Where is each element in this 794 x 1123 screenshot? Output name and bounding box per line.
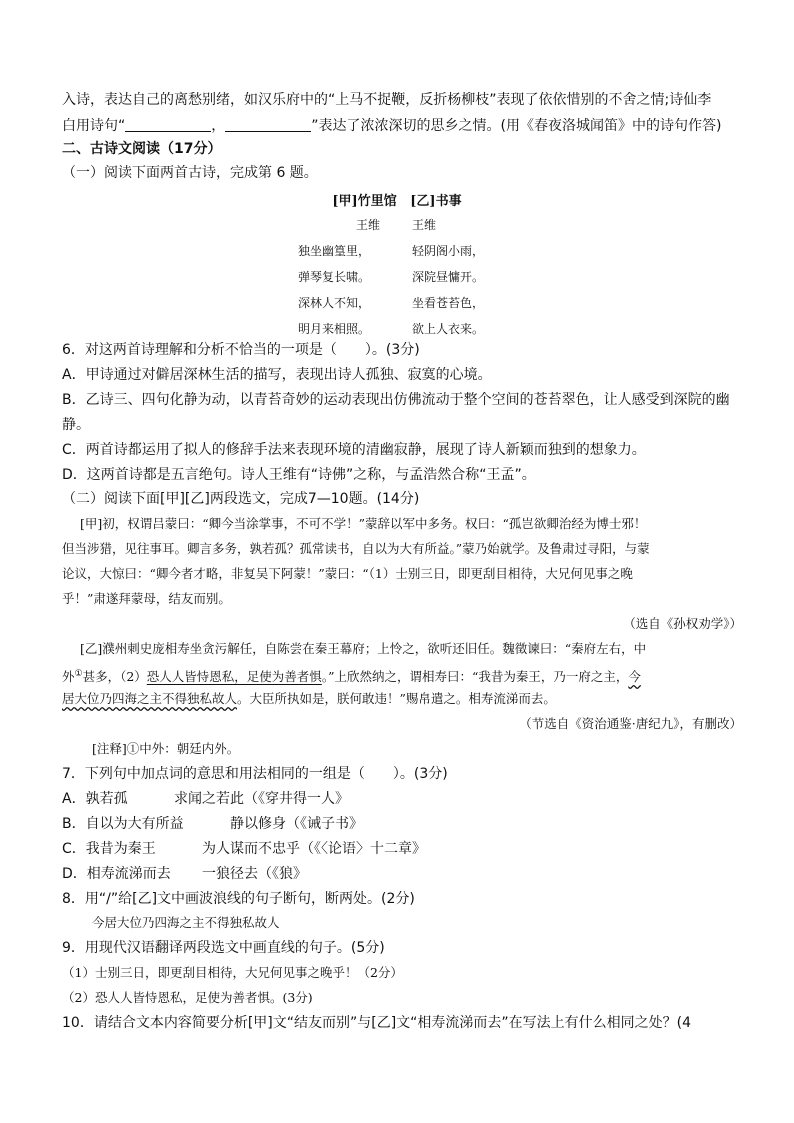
q8-sentence: 今居大位乃四海之主不得独私故人 bbox=[92, 915, 280, 930]
answer-blank-2[interactable] bbox=[225, 117, 311, 132]
q6-stem: 6．对这两首诗理解和分析不恰当的一项是（ ）。(3分) bbox=[62, 342, 420, 358]
q7-b-right: 静以修身（《诫子书》 bbox=[230, 816, 363, 832]
passage-b-line-3 bbox=[62, 689, 742, 709]
q7-option-c bbox=[62, 839, 742, 859]
q10-stem: 10．请结合文本内容简要分析[甲]文“结友而别”与[乙]文“相寿流涕而去”在写法上有什么相同之处？(4 bbox=[62, 1015, 692, 1031]
q9-stem: 9．用现代汉语翻译两段选文中画直线的句子。(5分) bbox=[62, 940, 385, 956]
part1-intro: （一）阅读下面两首古诗，完成第 6 题。 bbox=[62, 165, 318, 181]
q9-item-1: （1）士别三日，即更刮目相待，大兄何见事之晚乎！（2分） bbox=[62, 965, 403, 980]
intro-line-2-a: 白用诗句“ bbox=[62, 118, 126, 134]
poem-b-line: 欲上人衣来。 bbox=[412, 322, 485, 336]
intro-line-2-c: ”表达了浓浓深切的思乡之情。(用《春夜洛城闻笛》中的诗句作答) bbox=[311, 118, 722, 134]
poem-b-line: 轻阴阁小雨， bbox=[412, 244, 485, 258]
passage-b-text: 甚多，（2） bbox=[82, 669, 147, 685]
q7-d-left: D．相寿流涕而去 bbox=[62, 866, 171, 882]
intro-line-1: 入诗，表达自己的离愁别绪，如汉乐府中的“上马不捉鞭，反折杨柳枝”表现了依依惜别的不舍之情;诗仙李 bbox=[62, 92, 712, 108]
q7-d-right: 一狼径去（《狼》 bbox=[202, 866, 307, 882]
passage-a-line: 乎！”肃遂拜蒙母，结友而别。 bbox=[62, 591, 231, 606]
passage-a-line: 论议，大惊曰：“卿今者才略，非复吴下阿蒙！”蒙曰：“（1）士别三日，即更刮目相待，大兄何见事之晚 bbox=[62, 566, 633, 581]
q7-a-left: A．孰若孤 bbox=[62, 791, 128, 807]
q7-a-right: 求闻之若此（《穿井得一人》 bbox=[174, 791, 349, 807]
q7-option-a bbox=[62, 789, 742, 809]
passage-b-text: 。”上欣然纳之，谓相寿曰：“我昔为秦王，乃一府之主， bbox=[321, 669, 629, 685]
passage-b-line-2 bbox=[62, 664, 742, 687]
footnote: [注释]①中外：朝廷内外。 bbox=[92, 741, 240, 756]
poem-b-author: 王维 bbox=[412, 218, 437, 232]
passage-b-source: （节选自《资治通鉴·唐纪九》，有删改） bbox=[519, 716, 742, 731]
q7-option-d bbox=[62, 864, 742, 884]
intro-line-2 bbox=[62, 116, 742, 136]
passage-b-line: [乙]濮州刺史庞相寿坐贪污解任，自陈尝在秦王幕府；上怜之，欲听还旧任。魏徵谏曰：“秦府左右，中 bbox=[80, 641, 647, 656]
q6-option-b: B．乙诗三、四句化静为动，以青苔奇妙的运动表现出仿佛流动于整个空间的苍苔翠色，让人感受到深院的幽 bbox=[62, 392, 730, 408]
poem-a-line: 弹琴复长啸。 bbox=[298, 270, 371, 284]
q6-option-d: D．这两首诗都是五言绝句。诗人王维有“诗佛”之称，与孟浩然合称“王孟”。 bbox=[62, 467, 536, 483]
footnote-marker: ① bbox=[74, 669, 83, 679]
passage-b-text: 外 bbox=[62, 669, 75, 685]
wavy-sentence: 居大位乃四海之主不得独私故人 bbox=[62, 691, 238, 706]
q9-item-2: （2）恐人人皆恃恩私，足使为善者惧。(3分) bbox=[62, 990, 313, 1005]
poem-b bbox=[412, 212, 484, 342]
poem-b-line: 深院昼慵开。 bbox=[412, 270, 485, 284]
q7-option-b bbox=[62, 814, 742, 834]
answer-blank-1[interactable] bbox=[125, 117, 211, 132]
part2-intro: （二）阅读下面[甲][乙]两段选文，完成7—10题。(14分) bbox=[62, 491, 420, 507]
section-heading: 二、古诗文阅读（17分） bbox=[62, 141, 222, 157]
q7-c-left: C．我昔为秦王 bbox=[62, 841, 156, 857]
q7-stem: 7．下列句中加点词的意思和用法相同的一组是（ ）。(3分) bbox=[62, 766, 448, 782]
q6-option-a: A．甲诗通过对僻居深林生活的描写，表现出诗人孤独、寂寞的心境。 bbox=[62, 367, 492, 383]
poem-b-line: 坐看苍苔色， bbox=[412, 296, 485, 310]
underlined-sentence: 恐人人皆恃恩私，足使为善者惧 bbox=[146, 669, 322, 685]
passage-a-line: [甲]初，权谓吕蒙曰：“卿今当涂掌事，不可不学！”蒙辞以军中多务。权曰：“孤岂欲卿治经为博士邪！ bbox=[80, 516, 647, 531]
passage-a-line: 但当涉猎，见往事耳。卿言多务，孰若孤？孤常读书，自以为大有所益。”蒙乃始就学。及鲁肃过寻阳，与蒙 bbox=[62, 541, 650, 556]
passage-a-source: （选自《孙权劝学》） bbox=[623, 616, 742, 631]
poem-titles bbox=[0, 190, 794, 209]
poem-a-line: 独坐幽篁里， bbox=[298, 244, 371, 258]
q6-option-b-cont: 静。 bbox=[62, 417, 90, 433]
poem-a-author: 王维 bbox=[356, 218, 381, 232]
q6-option-c: C．两首诗都运用了拟人的修辞手法来表现环境的清幽寂静，展现了诗人新颖而独到的想象力。 bbox=[62, 442, 646, 458]
poem-a-line: 明月来相照。 bbox=[298, 322, 371, 336]
poem-a bbox=[298, 212, 380, 342]
poem-title-a: [甲]竹里馆 bbox=[332, 194, 397, 209]
passage-b-text: 。大臣所执如是，朕何敢违！”赐帛遣之。相寿流涕而去。 bbox=[237, 691, 556, 706]
poem-title-b: [乙]书事 bbox=[410, 194, 462, 209]
q7-b-left: B．自以为大有所益 bbox=[62, 816, 184, 832]
q7-c-right: 为人谋而不忠乎（《〈论语〉十二章》 bbox=[202, 841, 426, 857]
q8-stem: 8．用“/”给[乙]文中画波浪线的句子断句，断两处。(2分) bbox=[62, 891, 415, 907]
poem-a-line: 深林人不知， bbox=[298, 296, 371, 310]
wavy-sentence-start: 今 bbox=[628, 669, 641, 685]
intro-line-2-b: ， bbox=[211, 118, 226, 134]
